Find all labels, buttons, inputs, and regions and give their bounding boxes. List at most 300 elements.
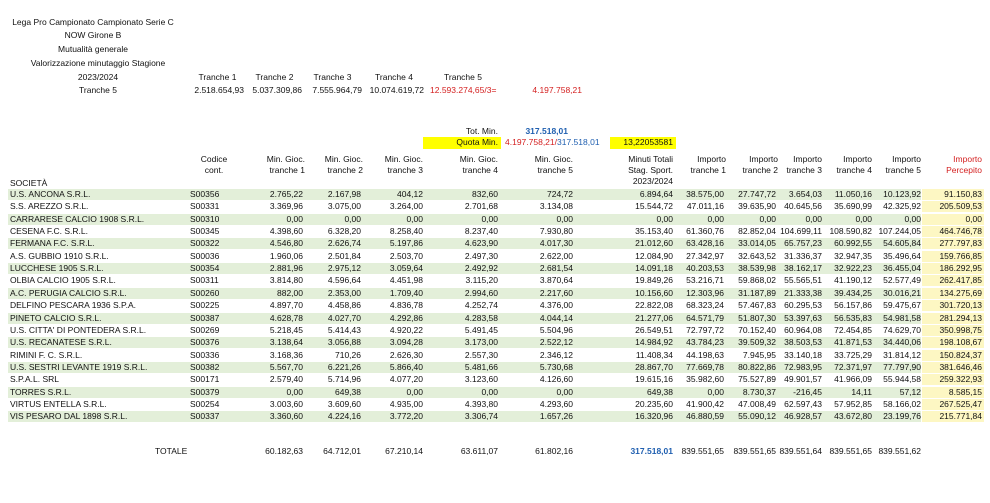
cell-min-tranche-5: 1.657,26: [539, 411, 573, 422]
cell-importo-tranche-1: 46.880,59: [686, 411, 724, 422]
cell-importo-tranche-5: 35.496,64: [883, 250, 921, 261]
cell-min-tranche-5: 0,00: [556, 386, 573, 397]
cell-min-totali: 14.091,18: [635, 263, 673, 274]
cell-importo-percepito: 8.585,15: [948, 386, 982, 397]
totals-row: [0, 446, 990, 457]
cell-societa: U.S. SESTRI LEVANTE 1919 S.R.L.: [10, 361, 148, 372]
cell-importo-tranche-3: 104.699,11: [780, 226, 822, 237]
col-header-min1: Min. Gioc. tranche 1: [266, 154, 305, 175]
cell-min-tranche-4: 4.283,58: [464, 312, 498, 323]
cell-min-tranche-1: 3.138,64: [269, 337, 303, 348]
tot-min-label: Tot. Min.: [465, 126, 498, 136]
quota-formula-numerator: 4.197.758,21/: [505, 137, 557, 147]
cell-importo-tranche-2: 51.807,30: [738, 312, 776, 323]
cell-min-tranche-1: 882,00: [277, 287, 303, 298]
cell-importo-tranche-4: 56.157,86: [834, 300, 872, 311]
cell-codice: S00376: [190, 337, 220, 348]
cell-importo-percepito: 159.766,85: [939, 250, 982, 261]
cell-min-tranche-5: 4.126,60: [539, 374, 573, 385]
total-min5: 61.802,16: [535, 446, 573, 456]
tranche-label-3: Tranche 3: [313, 72, 352, 82]
cell-importo-percepito: 91.150,83: [944, 189, 982, 199]
cell-min-tranche-2: 2.501,84: [327, 250, 361, 261]
cell-societa: PINETO CALCIO S.R.L.: [10, 312, 102, 323]
cell-importo-tranche-4: 57.952,85: [834, 398, 872, 409]
cell-min-tranche-1: 2.579,40: [269, 374, 303, 385]
cell-min-tranche-5: 2.681,54: [539, 263, 573, 274]
cell-importo-tranche-1: 61.360,76: [686, 226, 724, 237]
cell-importo-tranche-3: 65.757,23: [784, 238, 822, 249]
cell-min-tranche-5: 4.044,14: [539, 312, 573, 323]
total-imp1: 839.551,65: [681, 446, 724, 456]
cell-min-tranche-5: 724,72: [547, 189, 573, 199]
cell-min-tranche-4: 5.481,66: [464, 361, 498, 372]
cell-importo-tranche-5: 52.577,49: [883, 275, 921, 286]
cell-societa: FERMANA F.C. S.R.L.: [10, 238, 95, 249]
cell-codice: S00260: [190, 287, 220, 298]
cell-min-totali: 26.549,51: [635, 324, 673, 335]
cell-min-tranche-4: 3.115,20: [465, 275, 498, 286]
col-header-imp5: Importo tranche 5: [885, 154, 921, 175]
cell-importo-tranche-3: 72.983,95: [784, 361, 822, 372]
cell-min-tranche-4: 4.252,74: [464, 300, 498, 311]
col-header-min2: Min. Gioc. tranche 2: [324, 154, 363, 175]
cell-societa: OLBIA CALCIO 1905 S.R.L.: [10, 275, 116, 286]
cell-min-tranche-2: 4.596,64: [327, 275, 361, 286]
cell-societa: S.S. AREZZO S.R.L.: [10, 201, 89, 212]
cell-codice: S00225: [190, 300, 220, 311]
cell-min-totali: 14.984,92: [635, 337, 673, 348]
cell-societa: TORRES S.R.L.: [10, 386, 72, 397]
cell-importo-tranche-4: 72.454,85: [834, 324, 872, 335]
cell-min-tranche-2: 5.414,43: [327, 324, 361, 335]
cell-importo-tranche-2: 82.852,04: [738, 226, 776, 237]
cell-min-tranche-1: 4.398,60: [269, 226, 303, 237]
cell-importo-tranche-2: 39.509,32: [738, 337, 776, 348]
cell-importo-tranche-5: 0,00: [904, 213, 921, 224]
cell-importo-tranche-3: 38.503,53: [784, 337, 822, 348]
cell-societa: U.S. ANCONA S.R.L.: [10, 189, 91, 199]
cell-min-tranche-1: 3.369,96: [269, 201, 303, 212]
cell-importo-tranche-2: 7.945,95: [742, 349, 776, 360]
table-row: [0, 300, 990, 311]
cell-importo-tranche-1: 43.784,23: [686, 337, 724, 348]
cell-importo-percepito: 198.108,67: [939, 337, 982, 348]
quota-min-label: Quota Min.: [456, 137, 498, 147]
cell-importo-tranche-4: 11.050,16: [834, 189, 872, 199]
cell-importo-tranche-2: 32.643,52: [738, 250, 776, 261]
header-girone: NOW Girone B: [64, 30, 122, 40]
cell-min-tranche-1: 3.360,60: [269, 411, 303, 422]
cell-min-tranche-4: 2.701,68: [464, 201, 498, 212]
cell-min-tranche-1: 2.765,22: [269, 189, 303, 199]
cell-importo-tranche-1: 38.575,00: [686, 189, 724, 199]
cell-min-tranche-3: 4.836,78: [389, 300, 423, 311]
tranche-5-result: 4.197.758,21: [532, 85, 582, 95]
col-header-mintot: Minuti Totali Stag. Sport. 2023/2024: [628, 154, 673, 186]
tranche-5-formula: 12.593.274,65/3=: [430, 85, 497, 95]
cell-societa: A.S. GUBBIO 1910 S.R.L.: [10, 250, 109, 261]
cell-codice: S00036: [190, 250, 220, 261]
table-row: [0, 263, 990, 274]
cell-min-totali: 12.084,90: [635, 250, 673, 261]
cell-importo-tranche-3: 3.654,03: [788, 189, 822, 199]
header-valorizzazione: Valorizzazione minutaggio Stagione: [30, 58, 166, 68]
cell-importo-percepito: 134.275,69: [939, 287, 982, 298]
header-tranche5-label: Tranche 5: [79, 85, 117, 95]
cell-importo-percepito: 464.746,78: [939, 226, 982, 237]
col-header-min4: Min. Gioc. tranche 4: [459, 154, 498, 175]
cell-importo-tranche-5: 42.325,92: [883, 201, 921, 212]
cell-min-tranche-4: 0,00: [481, 213, 498, 224]
cell-min-tranche-5: 2.522,12: [539, 337, 573, 348]
cell-min-tranche-3: 2.503,70: [389, 250, 423, 261]
cell-importo-tranche-2: 70.152,40: [738, 324, 776, 335]
cell-min-totali: 15.544,72: [635, 201, 673, 212]
cell-codice: S00382: [190, 361, 220, 372]
cell-min-tranche-1: 0,00: [286, 386, 303, 397]
cell-importo-tranche-2: 0,00: [759, 213, 776, 224]
cell-importo-tranche-2: 59.868,02: [738, 275, 776, 286]
cell-min-tranche-1: 4.897,70: [269, 300, 303, 311]
cell-importo-tranche-4: 41.966,09: [834, 374, 872, 385]
cell-min-tranche-4: 3.173,00: [464, 337, 498, 348]
cell-importo-tranche-2: 27.747,72: [738, 189, 776, 199]
cell-importo-tranche-1: 53.216,71: [686, 275, 724, 286]
cell-min-tranche-1: 3.814,80: [269, 275, 303, 286]
cell-importo-percepito: 381.646,46: [939, 361, 982, 372]
cell-importo-tranche-2: 39.635,90: [738, 201, 776, 212]
table-row: [0, 313, 990, 324]
cell-importo-tranche-5: 77.797,90: [883, 361, 921, 372]
cell-importo-tranche-3: 40.645,56: [784, 201, 822, 212]
cell-importo-tranche-2: 33.014,05: [738, 238, 776, 249]
cell-importo-tranche-1: 41.900,42: [686, 398, 724, 409]
total-min1: 60.182,63: [265, 446, 303, 456]
cell-importo-tranche-5: 57,12: [899, 386, 921, 397]
cell-codice: S00171: [190, 374, 220, 385]
cell-min-tranche-5: 5.504,96: [539, 324, 573, 335]
total-min4: 63.611,07: [460, 446, 498, 456]
col-header-min5: Min. Gioc. tranche 5: [534, 154, 573, 175]
cell-importo-tranche-1: 72.797,72: [686, 324, 724, 335]
cell-importo-tranche-4: 0,00: [855, 213, 872, 224]
cell-importo-tranche-5: 55.944,58: [883, 374, 921, 385]
tot-min-value: 317.518,01: [525, 126, 568, 136]
table-row: [0, 399, 990, 410]
cell-importo-tranche-4: 43.672,80: [834, 411, 872, 422]
cell-min-tranche-5: 3.134,08: [539, 201, 573, 212]
tranche-value-3: 7.555.964,79: [312, 85, 362, 95]
cell-importo-tranche-2: 38.539,98: [738, 263, 776, 274]
cell-min-tranche-5: 4.017,30: [539, 238, 573, 249]
col-header-imp3: Importo tranche 3: [786, 154, 822, 175]
cell-importo-tranche-3: 60.295,53: [784, 300, 822, 311]
cell-codice: S00311: [190, 275, 219, 286]
cell-importo-tranche-4: 41.871,53: [834, 337, 872, 348]
cell-importo-tranche-5: 23.199,76: [883, 411, 921, 422]
cell-min-tranche-3: 3.094,28: [389, 337, 423, 348]
cell-min-tranche-3: 3.059,64: [389, 263, 423, 274]
cell-min-tranche-3: 4.451,98: [389, 275, 423, 286]
col-header-societa: SOCIETÀ: [10, 178, 48, 188]
cell-importo-tranche-2: 80.822,86: [738, 361, 776, 372]
cell-importo-tranche-4: 35.690,99: [834, 201, 872, 212]
cell-importo-tranche-3: 49.901,57: [784, 374, 822, 385]
cell-min-tranche-2: 2.975,12: [327, 263, 361, 274]
cell-min-totali: 649,38: [647, 386, 673, 397]
cell-societa: LUCCHESE 1905 S.R.L.: [10, 263, 104, 274]
cell-min-tranche-4: 3.306,74: [464, 411, 498, 422]
cell-min-tranche-5: 4.293,60: [539, 398, 573, 409]
cell-codice: S00254: [190, 398, 220, 409]
cell-min-totali: 0,00: [656, 213, 673, 224]
cell-codice: S00336: [190, 349, 220, 360]
cell-importo-tranche-3: 0,00: [805, 213, 822, 224]
tranche-label-4: Tranche 4: [375, 72, 413, 82]
cell-importo-tranche-1: 47.011,16: [686, 201, 724, 212]
header-mutualita: Mutualità generale: [58, 44, 128, 54]
total-min3: 67.210,14: [385, 446, 423, 456]
cell-min-tranche-5: 2.622,00: [539, 250, 573, 261]
table-row: [0, 337, 990, 348]
cell-importo-percepito: 301.720,13: [939, 300, 982, 311]
cell-societa: CESENA F.C. S.R.L.: [10, 226, 88, 237]
cell-importo-tranche-4: 32.922,23: [834, 263, 872, 274]
cell-min-totali: 20.235,60: [635, 398, 673, 409]
cell-min-tranche-2: 710,26: [335, 349, 361, 360]
cell-importo-tranche-1: 77.669,78: [686, 361, 724, 372]
cell-importo-tranche-4: 14,11: [851, 386, 872, 397]
total-min2: 64.712,01: [323, 446, 361, 456]
cell-min-tranche-4: 4.623,90: [464, 238, 498, 249]
cell-importo-tranche-3: 53.397,63: [784, 312, 822, 323]
cell-importo-tranche-1: 68.323,24: [686, 300, 724, 311]
quota-min-formula: [505, 137, 600, 148]
cell-min-tranche-4: 5.491,45: [464, 324, 498, 335]
cell-importo-tranche-3: 31.336,37: [784, 250, 822, 261]
cell-min-tranche-1: 4.546,80: [269, 238, 303, 249]
cell-codice: S00356: [190, 189, 220, 199]
cell-min-tranche-1: 5.218,45: [269, 324, 303, 335]
cell-min-tranche-5: 2.217,60: [539, 287, 573, 298]
cell-importo-percepito: 0,00: [965, 213, 982, 224]
cell-min-tranche-5: 5.730,68: [539, 361, 573, 372]
col-header-imp4: Importo tranche 4: [836, 154, 872, 175]
cell-min-tranche-4: 3.123,60: [464, 374, 498, 385]
cell-societa: CARRARESE CALCIO 1908 S.R.L.: [10, 213, 145, 224]
cell-importo-tranche-3: 60.964,08: [784, 324, 822, 335]
cell-importo-percepito: 186.292,95: [939, 263, 982, 274]
cell-min-tranche-2: 2.626,74: [327, 238, 361, 249]
cell-codice: S00310: [190, 213, 220, 224]
tranche-value-1: 2.518.654,93: [194, 85, 244, 95]
table-row: [0, 214, 990, 225]
cell-importo-percepito: 205.509,53: [939, 201, 982, 212]
cell-importo-tranche-3: 46.928,57: [784, 411, 822, 422]
total-imp5: 839.551,62: [878, 446, 921, 456]
cell-societa: DELFINO PESCARA 1936 S.P.A.: [10, 300, 136, 311]
cell-min-tranche-4: 2.994,60: [464, 287, 498, 298]
cell-importo-tranche-2: 55.090,12: [738, 411, 776, 422]
cell-min-tranche-4: 8.237,40: [464, 226, 498, 237]
cell-min-tranche-4: 2.492,92: [464, 263, 498, 274]
cell-importo-tranche-2: 75.527,89: [738, 374, 776, 385]
cell-min-totali: 19.849,26: [635, 275, 673, 286]
quota-min-value: 13,22053581: [623, 137, 673, 147]
cell-codice: S00331: [190, 201, 220, 212]
cell-importo-tranche-4: 56.535,83: [834, 312, 872, 323]
cell-min-tranche-2: 4.224,16: [327, 411, 361, 422]
quota-formula-denominator: 317.518,01: [557, 137, 600, 147]
cell-importo-tranche-3: 38.162,17: [784, 263, 822, 274]
cell-min-tranche-3: 404,12: [397, 189, 423, 199]
cell-importo-tranche-4: 108.590,82: [829, 226, 872, 237]
cell-importo-tranche-5: 54.981,58: [883, 312, 921, 323]
table-row: [0, 374, 990, 385]
cell-min-tranche-4: 4.393,80: [464, 398, 498, 409]
table-row: [0, 189, 990, 200]
cell-min-tranche-2: 649,38: [335, 386, 361, 397]
total-imp4: 839.551,65: [829, 446, 872, 456]
cell-min-tranche-2: 6.328,20: [327, 226, 361, 237]
cell-min-tranche-5: 3.870,64: [539, 275, 573, 286]
cell-min-tranche-1: 3.168,36: [269, 349, 303, 360]
cell-importo-percepito: 281.294,13: [939, 312, 982, 323]
header-season: 2023/2024: [77, 72, 119, 82]
cell-importo-tranche-4: 33.725,29: [834, 349, 872, 360]
col-header-codice: Codice cont.: [200, 154, 228, 175]
cell-importo-tranche-3: -216,45: [793, 386, 822, 397]
cell-importo-tranche-1: 12.303,96: [686, 287, 724, 298]
cell-importo-percepito: 215.771,84: [939, 411, 982, 422]
cell-min-tranche-4: 2.497,30: [464, 250, 498, 261]
cell-min-tranche-3: 1.709,40: [389, 287, 423, 298]
cell-codice: S00269: [190, 324, 220, 335]
cell-importo-tranche-5: 58.166,02: [883, 398, 921, 409]
table-row: [0, 411, 990, 422]
cell-importo-percepito: 350.998,75: [939, 324, 982, 335]
cell-min-tranche-4: 0,00: [481, 386, 498, 397]
cell-codice: S00322: [190, 238, 220, 249]
cell-min-totali: 19.615,16: [635, 374, 673, 385]
cell-importo-tranche-4: 32.947,35: [834, 250, 872, 261]
cell-importo-tranche-1: 64.571,79: [686, 312, 724, 323]
cell-min-tranche-2: 4.458,86: [327, 300, 361, 311]
cell-min-tranche-3: 4.292,86: [389, 312, 423, 323]
cell-importo-tranche-1: 63.428,16: [686, 238, 724, 249]
cell-min-totali: 21.277,06: [635, 312, 673, 323]
cell-min-totali: 28.867,70: [635, 361, 673, 372]
cell-min-tranche-3: 5.866,40: [389, 361, 423, 372]
table-row: [0, 350, 990, 361]
table-row: [0, 238, 990, 249]
cell-societa: U.S. CITTA' DI PONTEDERA S.R.L.: [10, 324, 147, 335]
table-row: [0, 288, 990, 299]
table-row: [0, 226, 990, 237]
cell-min-tranche-2: 5.714,96: [327, 374, 361, 385]
total-minTot: 317.518,01: [630, 446, 673, 456]
cell-min-tranche-3: 4.935,00: [389, 398, 423, 409]
cell-min-tranche-2: 2.167,98: [327, 189, 361, 199]
cell-min-totali: 10.156,60: [635, 287, 673, 298]
total-imp3: 839.551,64: [779, 446, 822, 456]
cell-importo-tranche-5: 74.629,70: [883, 324, 921, 335]
cell-societa: U.S. RECANATESE S.R.L.: [10, 337, 112, 348]
total-label: TOTALE: [155, 446, 188, 456]
header-title: Lega Pro Campionato Campionato Serie C: [12, 17, 174, 27]
cell-min-totali: 6.894,64: [639, 189, 673, 199]
cell-min-tranche-2: 2.353,00: [327, 287, 361, 298]
cell-importo-tranche-4: 60.992,55: [834, 238, 872, 249]
tranche-label-1: Tranche 1: [198, 72, 237, 82]
cell-importo-tranche-5: 54.605,84: [883, 238, 921, 249]
cell-importo-tranche-1: 0,00: [707, 213, 724, 224]
cell-min-tranche-1: 5.567,70: [269, 361, 303, 372]
cell-min-tranche-1: 1.960,06: [269, 250, 303, 261]
col-header-min3: Min. Gioc. tranche 3: [384, 154, 423, 175]
cell-min-tranche-1: 4.628,78: [269, 312, 303, 323]
cell-min-totali: 35.153,40: [635, 226, 673, 237]
cell-importo-tranche-5: 59.475,67: [883, 300, 921, 311]
cell-importo-tranche-2: 47.008,49: [738, 398, 776, 409]
cell-codice: S00379: [190, 386, 220, 397]
cell-min-tranche-4: 832,60: [472, 189, 498, 199]
cell-min-tranche-3: 0,00: [406, 386, 423, 397]
cell-min-tranche-5: 0,00: [556, 213, 573, 224]
cell-min-tranche-3: 4.077,20: [389, 374, 423, 385]
cell-importo-tranche-2: 31.187,89: [738, 287, 776, 298]
cell-min-totali: 16.320,96: [635, 411, 673, 422]
cell-min-tranche-3: 0,00: [406, 213, 423, 224]
cell-min-tranche-3: 5.197,86: [389, 238, 423, 249]
cell-importo-tranche-1: 44.198,63: [686, 349, 724, 360]
cell-codice: S00345: [190, 226, 220, 237]
cell-importo-tranche-3: 62.597,43: [784, 398, 822, 409]
cell-societa: S.P.A.L. SRL: [10, 374, 59, 385]
cell-importo-percepito: 277.797,83: [939, 238, 982, 249]
cell-min-tranche-2: 4.027,70: [327, 312, 361, 323]
tranche-label-5: Tranche 5: [444, 72, 482, 82]
cell-min-tranche-3: 2.626,30: [389, 349, 423, 360]
cell-importo-tranche-1: 0,00: [707, 386, 724, 397]
cell-importo-tranche-2: 8.730,37: [742, 386, 776, 397]
cell-societa: VIS PESARO DAL 1898 S.R.L.: [10, 411, 128, 422]
tranche-value-4: 10.074.619,72: [369, 85, 424, 95]
cell-min-tranche-2: 6.221,26: [327, 361, 361, 372]
col-header-imp2: Importo tranche 2: [742, 154, 778, 175]
total-imp2: 839.551,65: [733, 446, 776, 456]
table-row: [0, 251, 990, 262]
cell-societa: RIMINI F. C. S.R.L.: [10, 349, 83, 360]
cell-min-tranche-3: 3.264,00: [389, 201, 423, 212]
cell-societa: VIRTUS ENTELLA S.R.L.: [10, 398, 107, 409]
cell-societa: A.C. PERUGIA CALCIO S.R.L.: [10, 287, 127, 298]
cell-min-tranche-2: 0,00: [344, 213, 361, 224]
cell-importo-percepito: 259.322,93: [939, 374, 982, 385]
cell-importo-tranche-3: 33.140,18: [784, 349, 822, 360]
cell-importo-tranche-5: 10.123,92: [883, 189, 921, 199]
cell-min-tranche-4: 2.557,30: [464, 349, 498, 360]
cell-importo-tranche-5: 34.440,06: [883, 337, 921, 348]
cell-min-tranche-2: 3.075,00: [327, 201, 361, 212]
cell-min-tranche-3: 4.920,22: [389, 324, 423, 335]
cell-min-tranche-1: 0,00: [286, 213, 303, 224]
cell-min-tranche-3: 8.258,40: [389, 226, 423, 237]
cell-codice: S00354: [190, 263, 220, 274]
cell-min-tranche-1: 3.003,60: [269, 398, 303, 409]
cell-min-tranche-2: 3.056,88: [327, 337, 361, 348]
